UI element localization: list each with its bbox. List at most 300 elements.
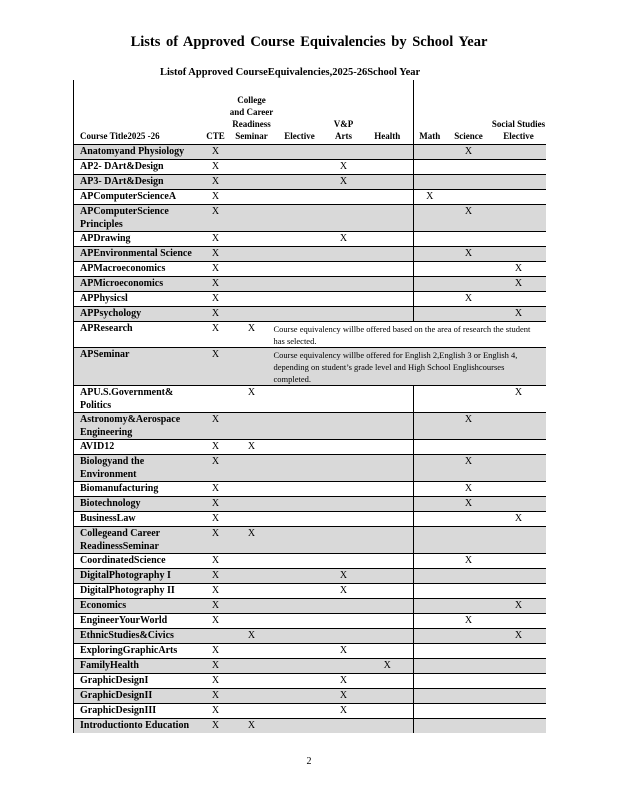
mark-cell — [492, 190, 546, 205]
mark-cell: X — [202, 160, 230, 175]
mark-cell — [274, 659, 326, 674]
mark-cell: X — [492, 277, 546, 292]
mark-cell — [326, 413, 362, 440]
mark-cell: X — [202, 145, 230, 160]
table-row — [74, 413, 546, 440]
mark-cell — [414, 482, 446, 497]
mark-cell — [230, 497, 274, 512]
mark-cell: X — [202, 307, 230, 322]
mark-cell — [446, 160, 492, 175]
mark-cell — [492, 145, 546, 160]
table-row — [74, 599, 546, 614]
mark-cell — [326, 455, 362, 482]
mark-cell — [362, 307, 414, 322]
mark-cell: X — [326, 704, 362, 719]
mark-cell — [230, 190, 274, 205]
mark-cell: X — [326, 160, 362, 175]
mark-cell: X — [492, 386, 546, 413]
mark-cell: X — [326, 569, 362, 584]
mark-cell: X — [202, 659, 230, 674]
mark-cell: X — [202, 689, 230, 704]
mark-cell — [326, 719, 362, 734]
mark-cell — [414, 629, 446, 644]
mark-cell: X — [326, 689, 362, 704]
mark-cell — [414, 527, 446, 554]
mark-cell — [274, 704, 326, 719]
table-row — [74, 614, 546, 629]
mark-cell — [362, 292, 414, 307]
mark-cell — [492, 614, 546, 629]
mark-cell — [274, 292, 326, 307]
mark-cell — [230, 689, 274, 704]
mark-cell — [414, 599, 446, 614]
mark-cell — [274, 455, 326, 482]
mark-cell — [446, 277, 492, 292]
mark-cell — [362, 689, 414, 704]
mark-cell: X — [446, 145, 492, 160]
mark-cell — [362, 440, 414, 455]
mark-cell: X — [326, 674, 362, 689]
course-title-cell: Collegeand Career ReadinessSeminar — [74, 527, 202, 554]
mark-cell — [274, 262, 326, 277]
course-title-cell: APMacroeconomics — [74, 262, 202, 277]
course-title-cell: APPhysicsl — [74, 292, 202, 307]
mark-cell — [362, 554, 414, 569]
mark-cell — [326, 190, 362, 205]
page-number: 2 — [306, 756, 312, 767]
document-title: Lists of Approved Course Equivalencies by School Year — [130, 34, 488, 50]
table-row — [74, 674, 546, 689]
mark-cell: X — [202, 413, 230, 440]
course-title-cell: Economics — [74, 599, 202, 614]
mark-cell — [230, 292, 274, 307]
mark-cell — [414, 674, 446, 689]
mark-cell — [230, 348, 274, 386]
mark-cell: X — [230, 719, 274, 734]
mark-cell — [274, 413, 326, 440]
mark-cell: X — [202, 322, 230, 348]
header-row — [74, 80, 546, 145]
mark-cell — [362, 527, 414, 554]
mark-cell: X — [202, 348, 230, 386]
mark-cell — [274, 527, 326, 554]
mark-cell: X — [202, 719, 230, 734]
mark-cell — [446, 659, 492, 674]
mark-cell: X — [326, 175, 362, 190]
mark-cell — [274, 247, 326, 262]
table-row — [74, 262, 546, 277]
mark-cell — [446, 175, 492, 190]
course-title-cell: AP2- DArt&Design — [74, 160, 202, 175]
table-row — [74, 719, 546, 734]
mark-cell — [492, 175, 546, 190]
mark-cell — [414, 644, 446, 659]
mark-cell: X — [446, 554, 492, 569]
mark-cell — [446, 599, 492, 614]
course-title-cell: GraphicDesignII — [74, 689, 202, 704]
course-title-cell: APU.S.Government& Politics — [74, 386, 202, 413]
table-row — [74, 659, 546, 674]
course-title-cell: Introductionto Education — [74, 719, 202, 734]
mark-cell — [414, 145, 446, 160]
mark-cell — [446, 190, 492, 205]
course-title-cell: AP3- DArt&Design — [74, 175, 202, 190]
mark-cell: X — [230, 440, 274, 455]
mark-cell — [274, 440, 326, 455]
mark-cell — [326, 292, 362, 307]
mark-cell — [492, 644, 546, 659]
mark-cell — [446, 232, 492, 247]
mark-cell — [202, 629, 230, 644]
mark-cell — [230, 232, 274, 247]
mark-cell — [326, 614, 362, 629]
mark-cell: X — [446, 482, 492, 497]
mark-cell — [362, 160, 414, 175]
course-title-cell: FamilyHealth — [74, 659, 202, 674]
mark-cell — [492, 584, 546, 599]
mark-cell — [274, 584, 326, 599]
mark-cell — [274, 644, 326, 659]
mark-cell: X — [446, 614, 492, 629]
mark-cell — [446, 719, 492, 734]
mark-cell: X — [230, 386, 274, 413]
col-header-social-studies: Social Studies Elective — [491, 119, 546, 141]
mark-cell — [230, 674, 274, 689]
mark-cell — [326, 307, 362, 322]
course-title-cell: APPsychology — [74, 307, 202, 322]
table-row — [74, 205, 546, 232]
mark-cell — [492, 497, 546, 512]
mark-cell — [414, 262, 446, 277]
table-row — [74, 247, 546, 262]
mark-cell — [230, 512, 274, 527]
table-row — [74, 190, 546, 205]
mark-cell — [492, 455, 546, 482]
mark-cell — [326, 205, 362, 232]
mark-cell — [446, 704, 492, 719]
course-title-cell: Anatomyand Physiology — [74, 145, 202, 160]
mark-cell: X — [202, 205, 230, 232]
mark-cell — [362, 497, 414, 512]
mark-cell: X — [326, 232, 362, 247]
mark-cell — [362, 232, 414, 247]
mark-cell: X — [326, 584, 362, 599]
col-header-course-title: Course Title2025 -26 — [74, 80, 202, 145]
mark-cell — [446, 262, 492, 277]
table-row — [74, 348, 546, 386]
mark-cell — [492, 205, 546, 232]
mark-cell — [326, 277, 362, 292]
col-header-math: Math — [419, 131, 441, 141]
table-row — [74, 232, 546, 247]
mark-cell — [326, 629, 362, 644]
mark-cell — [362, 455, 414, 482]
mark-cell: X — [446, 247, 492, 262]
mark-cell — [230, 262, 274, 277]
course-title-cell: APSeminar — [74, 348, 202, 386]
table-row — [74, 455, 546, 482]
table-row — [74, 292, 546, 307]
mark-cell — [492, 674, 546, 689]
mark-cell — [362, 386, 414, 413]
course-title-cell: APComputerScience Principles — [74, 205, 202, 232]
mark-cell — [274, 205, 326, 232]
mark-cell — [230, 659, 274, 674]
mark-cell — [362, 719, 414, 734]
mark-cell: X — [202, 569, 230, 584]
mark-cell — [326, 554, 362, 569]
mark-cell — [414, 175, 446, 190]
mark-cell — [362, 205, 414, 232]
course-title-cell: Biomanufacturing — [74, 482, 202, 497]
course-title-cell: DigitalPhotography II — [74, 584, 202, 599]
mark-cell — [414, 497, 446, 512]
mark-cell — [274, 614, 326, 629]
col-header-cte: CTE — [206, 131, 225, 141]
mark-cell — [362, 569, 414, 584]
mark-cell — [326, 599, 362, 614]
table-row — [74, 554, 546, 569]
course-title-cell: Astronomy&Aerospace Engineering — [74, 413, 202, 440]
mark-cell — [362, 614, 414, 629]
mark-cell — [492, 554, 546, 569]
col-header-health: Health — [362, 80, 414, 145]
mark-cell — [326, 482, 362, 497]
mark-cell — [230, 247, 274, 262]
mark-cell — [274, 190, 326, 205]
course-title-cell: APResearch — [74, 322, 202, 348]
course-title-cell: EthnicStudies&Civics — [74, 629, 202, 644]
mark-cell — [492, 440, 546, 455]
mark-cell — [230, 413, 274, 440]
mark-cell: X — [230, 322, 274, 348]
mark-cell — [274, 307, 326, 322]
mark-cell — [274, 145, 326, 160]
mark-cell — [230, 277, 274, 292]
table-row — [74, 175, 546, 190]
mark-cell: X — [202, 455, 230, 482]
mark-cell — [414, 455, 446, 482]
mark-cell — [492, 160, 546, 175]
mark-cell — [230, 704, 274, 719]
course-title-cell: APDrawing — [74, 232, 202, 247]
mark-cell: X — [202, 599, 230, 614]
mark-cell — [362, 644, 414, 659]
mark-cell — [326, 386, 362, 413]
mark-cell — [362, 674, 414, 689]
table-row — [74, 497, 546, 512]
mark-cell — [362, 482, 414, 497]
mark-cell: X — [446, 292, 492, 307]
mark-cell — [326, 247, 362, 262]
mark-cell: X — [202, 175, 230, 190]
mark-cell — [274, 689, 326, 704]
mark-cell: X — [446, 413, 492, 440]
mark-cell: X — [202, 262, 230, 277]
mark-cell — [274, 674, 326, 689]
mark-cell — [414, 440, 446, 455]
mark-cell: X — [202, 440, 230, 455]
mark-cell: X — [202, 614, 230, 629]
table-subtitle: Listof Approved CourseEquivalencies,2025-26School Year — [160, 67, 421, 78]
mark-cell — [414, 232, 446, 247]
mark-cell — [230, 307, 274, 322]
mark-cell — [362, 190, 414, 205]
mark-cell — [230, 455, 274, 482]
mark-cell — [230, 205, 274, 232]
mark-cell — [326, 512, 362, 527]
mark-cell — [274, 482, 326, 497]
course-title-cell: AVID12 — [74, 440, 202, 455]
table-row — [74, 644, 546, 659]
course-title-cell: ExploringGraphicArts — [74, 644, 202, 659]
mark-cell — [274, 569, 326, 584]
mark-cell: X — [202, 482, 230, 497]
mark-cell — [414, 292, 446, 307]
table-row — [74, 689, 546, 704]
mark-cell — [362, 247, 414, 262]
table-row — [74, 145, 546, 160]
mark-cell — [414, 554, 446, 569]
mark-cell — [492, 292, 546, 307]
course-title-cell: CoordinatedScience — [74, 554, 202, 569]
mark-cell — [362, 584, 414, 599]
mark-cell — [446, 674, 492, 689]
mark-cell — [446, 512, 492, 527]
mark-cell: X — [446, 497, 492, 512]
course-title-cell: APComputerScienceA — [74, 190, 202, 205]
col-header-ccr-seminar: College and Career Readiness Seminar — [229, 95, 274, 141]
mark-cell — [446, 629, 492, 644]
mark-cell — [230, 614, 274, 629]
table-row — [74, 512, 546, 527]
mark-cell — [362, 512, 414, 527]
mark-cell — [492, 527, 546, 554]
mark-cell — [492, 482, 546, 497]
mark-cell: X — [202, 584, 230, 599]
mark-cell — [414, 277, 446, 292]
course-title-cell: BusinessLaw — [74, 512, 202, 527]
mark-cell — [362, 175, 414, 190]
mark-cell: X — [202, 232, 230, 247]
col-header-science: Science — [454, 131, 483, 141]
mark-cell — [274, 599, 326, 614]
mark-cell — [326, 145, 362, 160]
mark-cell — [362, 277, 414, 292]
mark-cell — [274, 386, 326, 413]
equivalency-note: Course equivalency willbe offered based on the area of research the student has selected. — [274, 322, 546, 348]
mark-cell — [492, 569, 546, 584]
mark-cell — [230, 569, 274, 584]
mark-cell — [230, 644, 274, 659]
mark-cell: X — [230, 629, 274, 644]
mark-cell — [230, 599, 274, 614]
mark-cell — [362, 704, 414, 719]
course-title-cell: EngineerYourWorld — [74, 614, 202, 629]
course-title-cell: DigitalPhotography I — [74, 569, 202, 584]
mark-cell — [230, 554, 274, 569]
mark-cell: X — [492, 629, 546, 644]
mark-cell: X — [230, 527, 274, 554]
mark-cell: X — [202, 554, 230, 569]
mark-cell — [492, 704, 546, 719]
mark-cell — [446, 644, 492, 659]
mark-cell — [230, 482, 274, 497]
mark-cell — [274, 497, 326, 512]
mark-cell — [230, 584, 274, 599]
equivalency-table — [73, 80, 546, 733]
mark-cell: X — [202, 704, 230, 719]
mark-cell — [414, 512, 446, 527]
mark-cell — [446, 584, 492, 599]
equivalency-note: Course equivalency willbe offered for English 2,English 3 or English 4, depending on student’s grade level and High School Englishcourses completed. — [274, 348, 546, 386]
col-header-vp-arts: V&P Arts — [333, 119, 354, 141]
mark-cell — [414, 569, 446, 584]
table-body — [74, 145, 546, 734]
mark-cell: X — [446, 205, 492, 232]
mark-cell — [414, 386, 446, 413]
mark-cell — [492, 659, 546, 674]
mark-cell — [492, 232, 546, 247]
col-header-elective: Elective — [284, 131, 315, 141]
mark-cell — [326, 659, 362, 674]
mark-cell — [326, 527, 362, 554]
mark-cell — [446, 307, 492, 322]
mark-cell — [230, 145, 274, 160]
course-title-cell: APEnvironmental Science — [74, 247, 202, 262]
mark-cell — [274, 175, 326, 190]
mark-cell — [274, 160, 326, 175]
course-title-cell: GraphicDesignI — [74, 674, 202, 689]
mark-cell — [414, 307, 446, 322]
mark-cell — [414, 704, 446, 719]
mark-cell — [230, 175, 274, 190]
mark-cell — [414, 413, 446, 440]
mark-cell: X — [202, 292, 230, 307]
mark-cell — [362, 262, 414, 277]
mark-cell — [230, 160, 274, 175]
mark-cell — [202, 386, 230, 413]
mark-cell — [414, 205, 446, 232]
table-row — [74, 482, 546, 497]
table-row — [74, 629, 546, 644]
table-row — [74, 569, 546, 584]
course-title-cell: Biotechnology — [74, 497, 202, 512]
mark-cell: X — [492, 599, 546, 614]
mark-cell: X — [202, 277, 230, 292]
table-row — [74, 322, 546, 348]
table-row — [74, 277, 546, 292]
mark-cell: X — [446, 455, 492, 482]
mark-cell — [362, 413, 414, 440]
mark-cell — [414, 584, 446, 599]
table-row — [74, 704, 546, 719]
mark-cell — [446, 527, 492, 554]
mark-cell — [492, 689, 546, 704]
mark-cell — [414, 719, 446, 734]
mark-cell — [274, 277, 326, 292]
mark-cell — [326, 497, 362, 512]
mark-cell — [362, 599, 414, 614]
course-title-cell: APMicroeconomics — [74, 277, 202, 292]
mark-cell — [414, 689, 446, 704]
mark-cell: X — [202, 512, 230, 527]
mark-cell — [274, 554, 326, 569]
table-row — [74, 386, 546, 413]
table-row — [74, 440, 546, 455]
table-row — [74, 584, 546, 599]
mark-cell — [274, 232, 326, 247]
